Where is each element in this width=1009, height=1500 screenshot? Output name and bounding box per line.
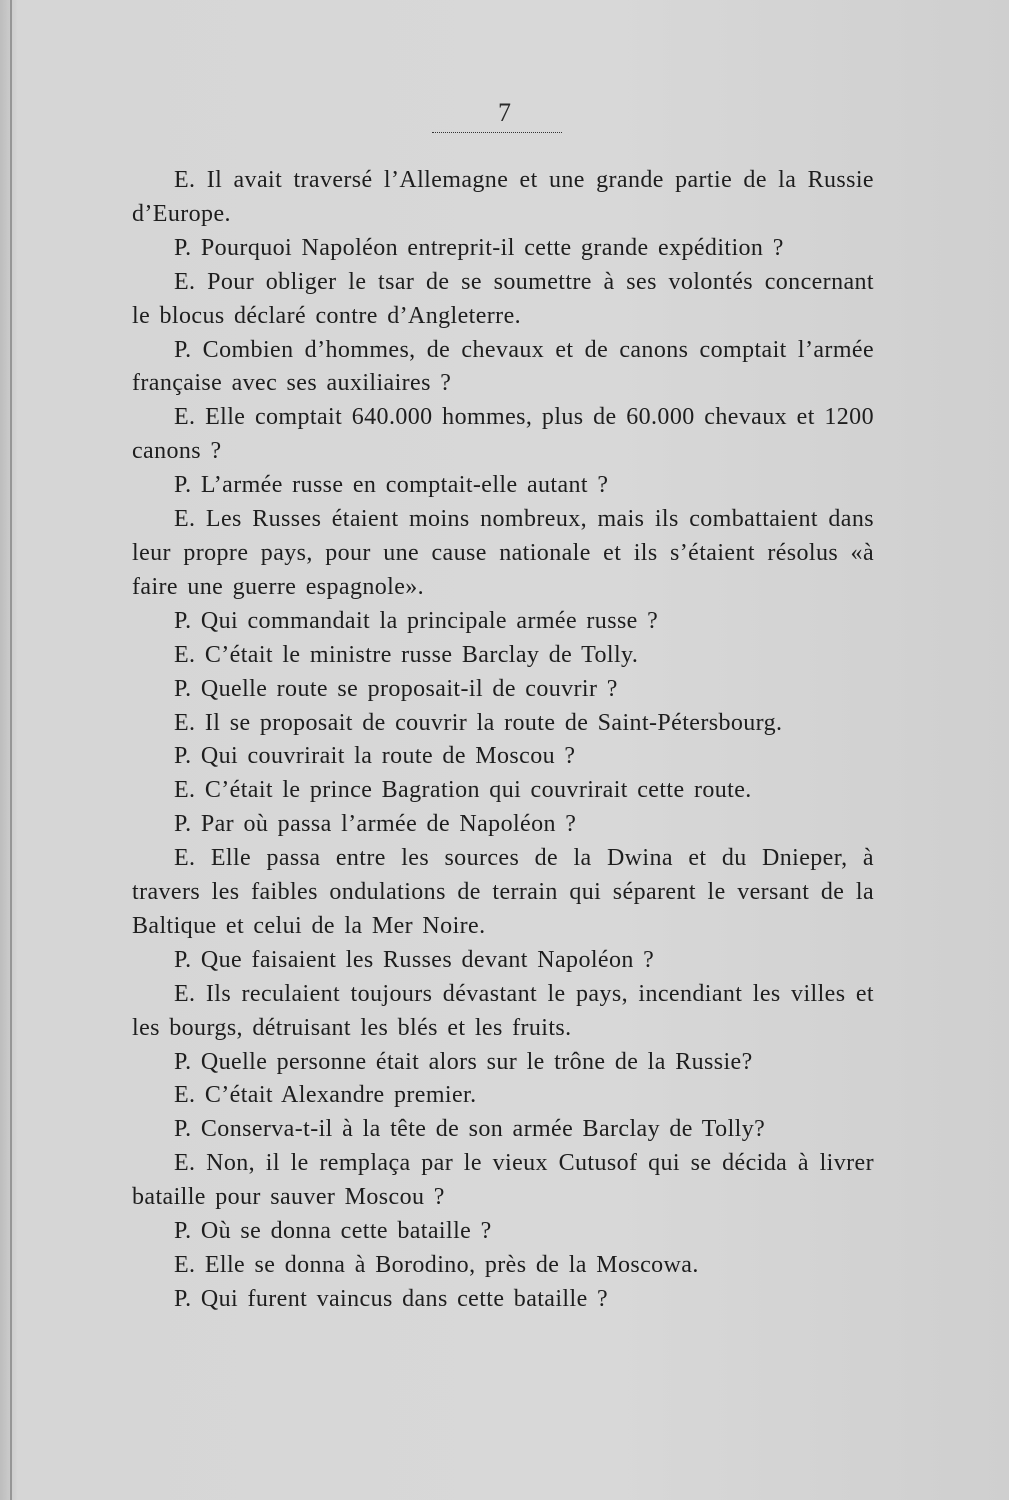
paragraph: P. Qui couvrirait la route de Moscou ? [174, 743, 576, 770]
paragraph: P. Pourquoi Napoléon entreprit-il cette grande expédition ? [174, 234, 784, 261]
paragraph: P. Qui furent vaincus dans cette bataille ? [174, 1285, 609, 1312]
body-text [132, 164, 874, 1317]
paragraph: E. Elle se donna à Borodino, près de la Moscowa. [174, 1252, 699, 1278]
page-spine-edge [10, 0, 12, 1500]
page-number-rule [432, 132, 562, 133]
paragraph: E. Les Russes étaient moins nombreux, mais ils combattaient dans leur propre pays, pour une cause nationale et ils s’étaient résolus «à faire une guerre espagnole». [132, 506, 874, 600]
page-number: 7 [498, 98, 511, 127]
paragraph: P. Qui commandait la principale armée russe ? [174, 607, 659, 634]
paragraph: P. Conserva-t-il à la tête de son armée Barclay de Tolly? [174, 1116, 766, 1143]
paragraph: E. Pour obliger le tsar de se soumettre à ses volontés concernant le blocus déclaré contre d’Angleterre. [132, 268, 874, 329]
paragraph: E. Il avait traversé l’Allemagne et une grande partie de la Russie d’Europe. [132, 167, 874, 227]
paragraph: E. Ils reculaient toujours dévastant le pays, incendiant les villes et les bourgs, détruisant les blés et les fruits. [132, 980, 874, 1041]
paragraph: E. Il se proposait de couvrir la route de Saint-Pétersbourg. [174, 709, 783, 736]
paragraph: P. Combien d’hommes, de chevaux et de canons comptait l’armée française avec ses auxiliaires ? [132, 336, 874, 397]
paragraph: E. Elle comptait 640.000 hommes, plus de 60.000 chevaux et 1200 canons ? [132, 404, 874, 465]
paragraph: P. L’armée russe en comptait-elle autant ? [174, 472, 609, 499]
paragraph: P. Où se donna cette bataille ? [174, 1218, 492, 1245]
paragraph: P. Que faisaient les Russes devant Napoléon ? [174, 946, 655, 973]
paragraph: P. Quelle route se proposait-il de couvrir ? [174, 675, 618, 702]
paragraph: E. C’était Alexandre premier. [174, 1082, 477, 1109]
paragraph: P. Quelle personne était alors sur le trône de la Russie? [174, 1048, 753, 1075]
paragraph: P. Par où passa l’armée de Napoléon ? [174, 811, 577, 838]
paragraph: E. Non, il le remplaça par le vieux Cutusof qui se décida à livrer bataille pour sauver Moscou ? [132, 1150, 874, 1211]
paragraph: E. C’était le prince Bagration qui couvrirait cette route. [174, 777, 752, 804]
paragraph: E. Elle passa entre les sources de la Dwina et du Dnieper, à travers les faibles ondulations de terrain qui séparent le versant de la Baltique et celui de la Mer Noire. [132, 845, 874, 939]
paragraph: E. C’était le ministre russe Barclay de Tolly. [174, 641, 639, 668]
